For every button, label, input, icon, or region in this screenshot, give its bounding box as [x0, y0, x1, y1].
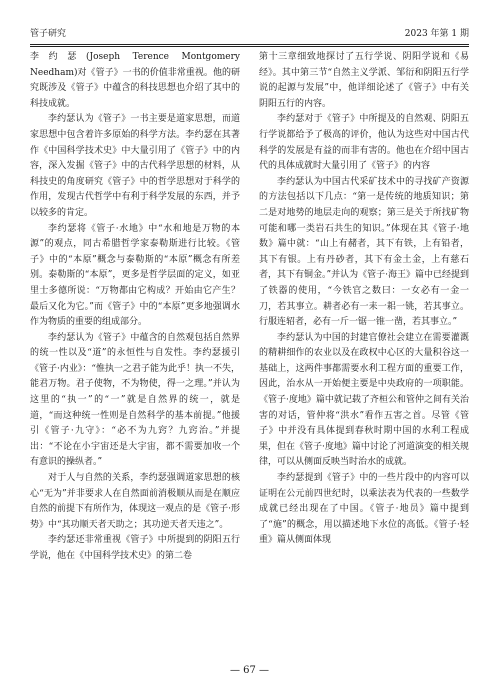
paragraph: 第十三章细致地探讨了五行学说、阴阳学说和《易经》。其中第三节“自然主义学派、邹衍和阴阳五行学说的起源与发展”中，他详细论述了《管子》中有关阴阳五行的内容。: [259, 52, 469, 109]
paragraph: 李约瑟(Joseph Terence Montgomery Needham)对《管子》一书的价值非常重视。他的研究既涉及《管子》中蕴含的科技思想也介绍了其中的科技成就。: [30, 52, 240, 109]
header-rule-thin: [30, 46, 469, 47]
header-rule-thick: [30, 44, 469, 45]
paragraph: 对于人与自然的关系，李约瑟强调道家思想的核心“无为”并非要求人在自然面前消极顺从而是在顺应自然的前提下有所作为，体现这一观点的是《管子·形势》中“其功顺天者天助之；其功逆天者天违之”。: [30, 473, 240, 530]
paragraph: 李约瑟认为《管子》一书主要是道家思想，而道家思想中包含着许多原始的科学方法。李约瑟在其著作《中国科学技术史》中大量引用了《管子》中的内容，深入发掘《管子》中的古代科学思想的材料，从科技史的角度研究《管子》中的哲学思想对于科学的作用，发现古代哲学中有利于科学发展的东西，并予以较多的肯定。: [30, 114, 240, 218]
issue-label: 2023 年第 1 期: [404, 29, 469, 39]
left-column: [30, 50, 240, 658]
running-header: [30, 26, 469, 42]
paragraph: 李约瑟还非常重视《管子》中所提到的阴阳五行学说，他在《中国科学技术史》的第二卷: [30, 535, 240, 561]
paragraph: 李约瑟认为《管子》中蕴含的自然观包括自然界的统一性以及“道”的永恒性与自发性。李约瑟援引《管子·内业》：“惟执一之君子能为此乎！执一不失，能君万物。君子使物，不为物使，得一之理。”并认为这里的“执一”的“一”就是自然界的统一，就是道，“而这种统一性则是自然科学的基本前提。”他援引《管子·九守》：“必不为九窍？九窍治。”并提出：“不论在小宇宙还是大宇宙，都不需要加收一个有意识的操纵者。”: [30, 332, 240, 468]
paragraph: 李约瑟认为中国古代采矿技术中的寻找矿产资源的方法包括以下几点：“第一是传统的地质知识；第二是对地势的地层走向的观察；第三是关于所找矿物可能和哪一类岩石共生的知识。”体现在其《管子·地数》篇中就：“山上有赭者，其下有铁，上有铅者，其下有银。上有丹砂者，其下有金土金，上有慈石者，其下有铜金。”并认为《管子·海王》篇中已经提到了铁器的使用，“今铁官之数曰：一女必有一金一刀，若其事立。耕者必有一耒一耜一铫，若其事立。行服连轺者，必有一斤一锯一锥一凿，若其事立。”: [259, 176, 469, 328]
paragraph: 李约瑟提到《管子》中的一些片段中的内容可以证明在公元前四世纪时，以乘法表为代表的一些数学成就已经出现在了中国。《管子·地员》篇中提到了“施”的概念，用以描述地下水位的高低。《管子·轻重》篇从侧面体现: [259, 473, 469, 546]
paragraph: 李约瑟认为中国的封建官僚社会建立在需要灌溉的精耕细作的农业以及在政权中心区的大量积谷这一基础上，这两件事都需要水利工程方面的重要工作，因此，治水从一开始便主要是中央政府的一项职能。《管子·度地》篇中就记载了齐桓公和管仲之间有关治害的对话，管仲将“洪水”看作五害之首。尽管《管子》中并没有具体提到春秋时期中国的水利工程成果，但在《管子·度地》篇中讨论了河道演变的相关规律，可以从侧面反映当时治水的成就。: [259, 332, 469, 468]
paragraph: 李约瑟对于《管子》中所提及的自然观、阴阳五行学说都给予了极高的评价，他认为这些对中国古代科学的发展是有益的而非有害的。他也在介绍中国古代的具体成就时大量引用了《管子》的内容: [259, 114, 469, 172]
page-number: — 67 —: [229, 665, 270, 676]
right-column: [259, 50, 469, 658]
journal-name: 管子研究: [30, 29, 67, 39]
paragraph: 李约瑟将《管子·水地》中“水和地是万物的本源”的观点，同古希腊哲学家泰勒斯进行比较。《管子》中的“本原”概念与泰勒斯的“本原”概念有所差别。泰勒斯的“本原”，更多是哲学层面的定义，如亚里士多德所说：“万物都由它构成？开始由它产生？最后又化为它。”而《管子》中的“本原”更多地强调水作为物质的重要的组成部分。: [30, 223, 240, 328]
